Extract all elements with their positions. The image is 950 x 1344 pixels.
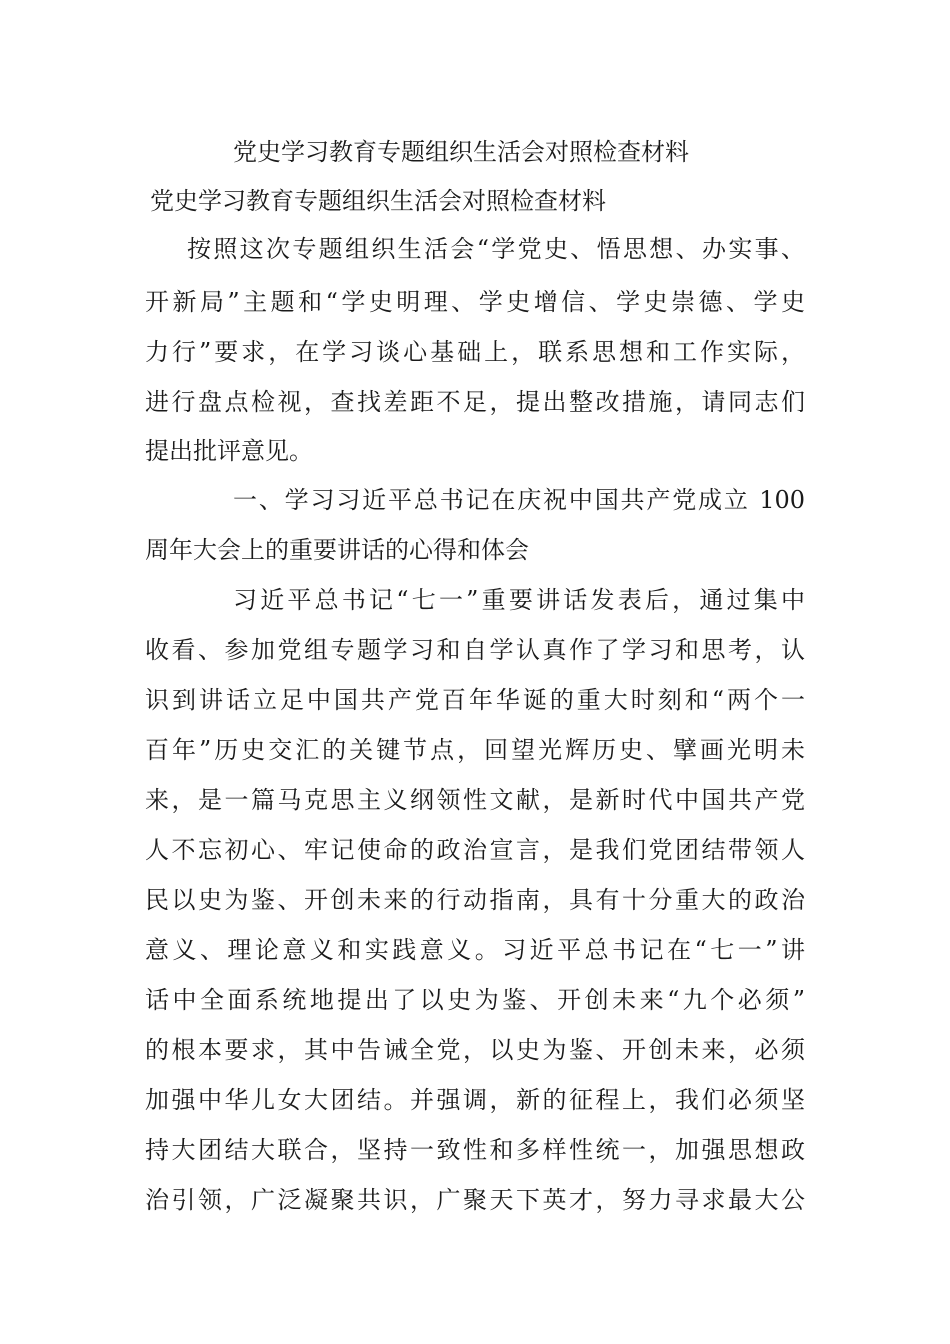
paragraph-line: 习近平总书记“七一”重要讲话发表后，通过集中 <box>233 586 805 614</box>
paragraph-line: 的根本要求，其中告诫全党，以史为鉴、开创未来，必须 <box>145 1036 805 1064</box>
paragraph-line: 意义、理论意义和实践意义。习近平总书记在“七一”讲 <box>145 936 805 964</box>
document-subtitle: 党史学习教育专题组织生活会对照检查材料 <box>150 187 606 215</box>
document-title: 党史学习教育专题组织生活会对照检查材料 <box>233 138 689 166</box>
paragraph-line: 民以史为鉴、开创未来的行动指南，具有十分重大的政治 <box>145 886 805 914</box>
paragraph-line: 加强中华儿女大团结。并强调，新的征程上，我们必须坚 <box>145 1086 805 1114</box>
paragraph-line: 提出批评意见。 <box>145 437 313 465</box>
paragraph-line: 持大团结大联合，坚持一致性和多样性统一，加强思想政 <box>145 1136 805 1164</box>
paragraph-line: 收看、参加党组专题学习和自学认真作了学习和思考，认 <box>145 636 805 664</box>
heading-line: 周年大会上的重要讲话的心得和体会 <box>145 536 529 564</box>
paragraph-line: 按照这次专题组织生活会“学党史、悟思想、办实事、 <box>187 235 805 263</box>
paragraph-line: 开新局”主题和“学史明理、学史增信、学史崇德、学史 <box>145 288 805 316</box>
paragraph-line: 力行”要求，在学习谈心基础上，联系思想和工作实际， <box>145 338 805 366</box>
paragraph-line: 话中全面系统地提出了以史为鉴、开创未来“九个必须” <box>145 986 805 1014</box>
paragraph-line: 治引领，广泛凝聚共识，广聚天下英才，努力寻求最大公 <box>145 1186 805 1214</box>
paragraph-line: 百年”历史交汇的关键节点，回望光辉历史、擘画光明未 <box>145 736 805 764</box>
paragraph-line: 来，是一篇马克思主义纲领性文献，是新时代中国共产党 <box>145 786 805 814</box>
paragraph-line: 识到讲话立足中国共产党百年华诞的重大时刻和“两个一 <box>145 686 805 714</box>
paragraph-line: 进行盘点检视，查找差距不足，提出整改措施，请同志们 <box>145 388 805 416</box>
paragraph-line: 人不忘初心、牢记使命的政治宣言，是我们党团结带领人 <box>145 836 805 864</box>
heading-line: 一、学习习近平总书记在庆祝中国共产党成立 100 <box>233 486 805 514</box>
